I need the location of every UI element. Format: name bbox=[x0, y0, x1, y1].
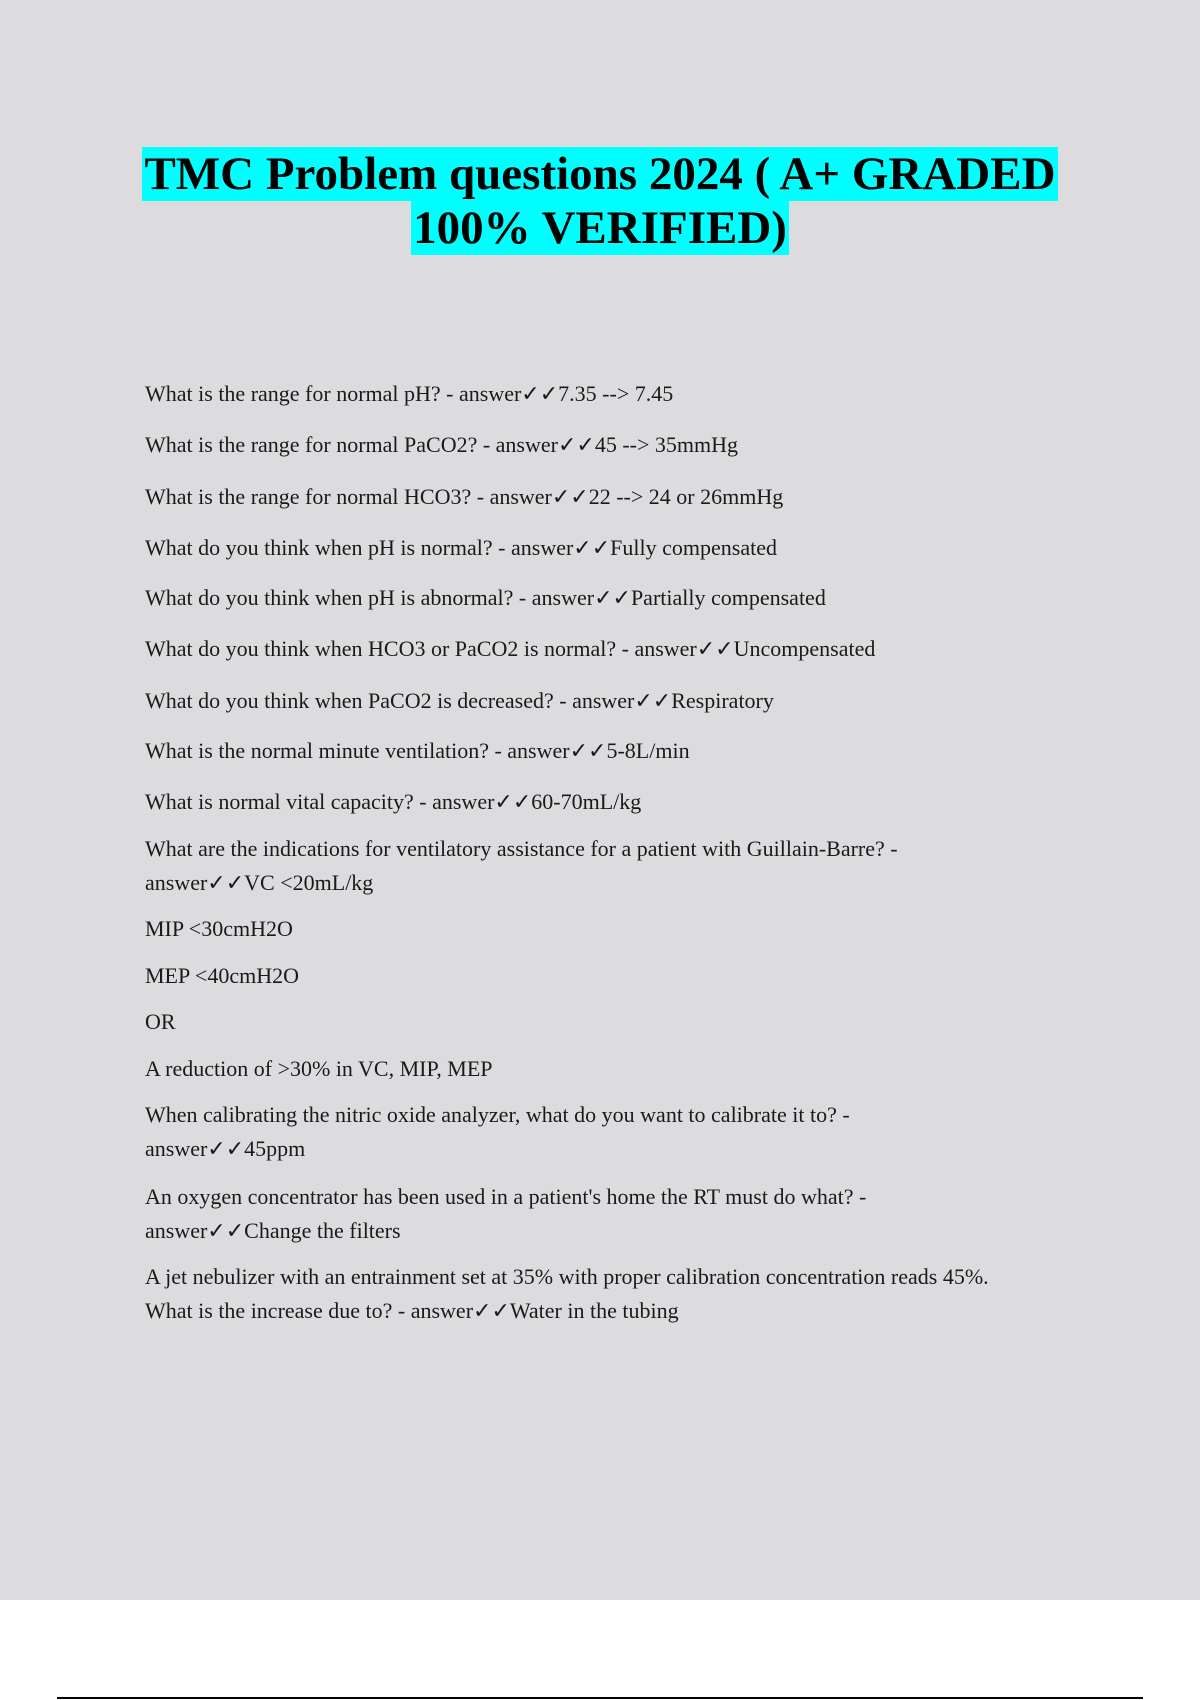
answer-marker: answer✓✓ bbox=[410, 1298, 510, 1323]
answer-marker: answer✓✓ bbox=[572, 688, 672, 713]
question-text: What are the indications for ventilatory assistance for a patient with Guillain-Barre? - bbox=[145, 836, 898, 861]
answer-marker: answer✓✓ bbox=[145, 1136, 245, 1161]
answer-text: Fully compensated bbox=[610, 535, 777, 560]
qa-item bbox=[145, 632, 1085, 666]
answer-marker: answer✓✓ bbox=[531, 585, 631, 610]
answer-continuation: MEP <40cmH2O bbox=[145, 963, 299, 988]
answer-text: 5-8L/min bbox=[606, 738, 690, 763]
answer-marker: answer✓✓ bbox=[507, 738, 607, 763]
answer-text: Respiratory bbox=[671, 688, 774, 713]
answer-text: Partially compensated bbox=[630, 585, 826, 610]
question-text: What do you think when PaCO2 is decreased? - bbox=[145, 688, 573, 713]
question-text: What is the range for normal HCO3? - bbox=[145, 484, 490, 509]
answer-marker: answer✓✓ bbox=[145, 870, 245, 895]
qa-item-nebulizer bbox=[145, 1260, 1085, 1328]
qa-item bbox=[145, 377, 1085, 411]
title-line-2: 100% VERIFIED) bbox=[413, 202, 787, 254]
question-text: What is the range for normal pH? - bbox=[145, 381, 459, 406]
question-text: What is the normal minute ventilation? - bbox=[145, 738, 508, 763]
answer-text: 22 --> 24 or 26mmHg bbox=[588, 484, 784, 509]
question-text: What do you think when pH is normal? - bbox=[145, 535, 511, 560]
answer-text: 7.35 --> 7.45 bbox=[558, 381, 674, 406]
question-text: What is the range for normal PaCO2? - bbox=[145, 432, 496, 457]
answer-continuation: A reduction of >30% in VC, MIP, MEP bbox=[145, 1056, 493, 1081]
qa-item bbox=[145, 785, 1085, 819]
bottom-divider bbox=[57, 1697, 1143, 1699]
qa-item-guillain bbox=[145, 832, 1085, 900]
answer-marker: answer✓✓ bbox=[495, 432, 595, 457]
qa-item bbox=[145, 684, 1085, 718]
answer-text: Water in the tubing bbox=[509, 1298, 679, 1323]
answer-marker: answer✓✓ bbox=[459, 381, 559, 406]
answer-continuation: OR bbox=[145, 1009, 176, 1034]
answer-continuation: MIP <30cmH2O bbox=[145, 916, 293, 941]
question-text: When calibrating the nitric oxide analyzer, what do you want to calibrate it to? - bbox=[145, 1102, 850, 1127]
question-text: What is normal vital capacity? - bbox=[145, 789, 433, 814]
qa-item bbox=[145, 581, 1085, 615]
answer-text: Change the filters bbox=[244, 1218, 401, 1243]
answer-text: 60-70mL/kg bbox=[531, 789, 642, 814]
answer-marker: answer✓✓ bbox=[432, 789, 532, 814]
qa-item bbox=[145, 480, 1085, 514]
answer-text: 45ppm bbox=[244, 1136, 306, 1161]
answer-text: Uncompensated bbox=[733, 636, 876, 661]
answer-marker: answer✓✓ bbox=[145, 1218, 245, 1243]
qa-item-nitric bbox=[145, 1098, 1085, 1166]
document-title bbox=[0, 147, 1200, 255]
answer-marker: answer✓✓ bbox=[634, 636, 734, 661]
qa-item bbox=[145, 428, 1085, 462]
question-text: What do you think when HCO3 or PaCO2 is normal? - bbox=[145, 636, 635, 661]
answer-text: VC <20mL/kg bbox=[244, 870, 374, 895]
answer-text: 45 --> 35mmHg bbox=[594, 432, 739, 457]
qa-item bbox=[145, 531, 1085, 565]
question-text-cont: What is the increase due to? - bbox=[145, 1298, 411, 1323]
qa-item-concentrator bbox=[145, 1180, 1085, 1248]
title-line-1: TMC Problem questions 2024 ( A+ GRADED bbox=[144, 148, 1056, 200]
answer-marker: answer✓✓ bbox=[511, 535, 611, 560]
question-text: A jet nebulizer with an entrainment set at 35% with proper calibration concentration reads 45%. bbox=[145, 1264, 989, 1289]
question-text: What do you think when pH is abnormal? - bbox=[145, 585, 532, 610]
qa-item bbox=[145, 734, 1085, 768]
answer-marker: answer✓✓ bbox=[489, 484, 589, 509]
question-text: An oxygen concentrator has been used in a patient's home the RT must do what? - bbox=[145, 1184, 867, 1209]
